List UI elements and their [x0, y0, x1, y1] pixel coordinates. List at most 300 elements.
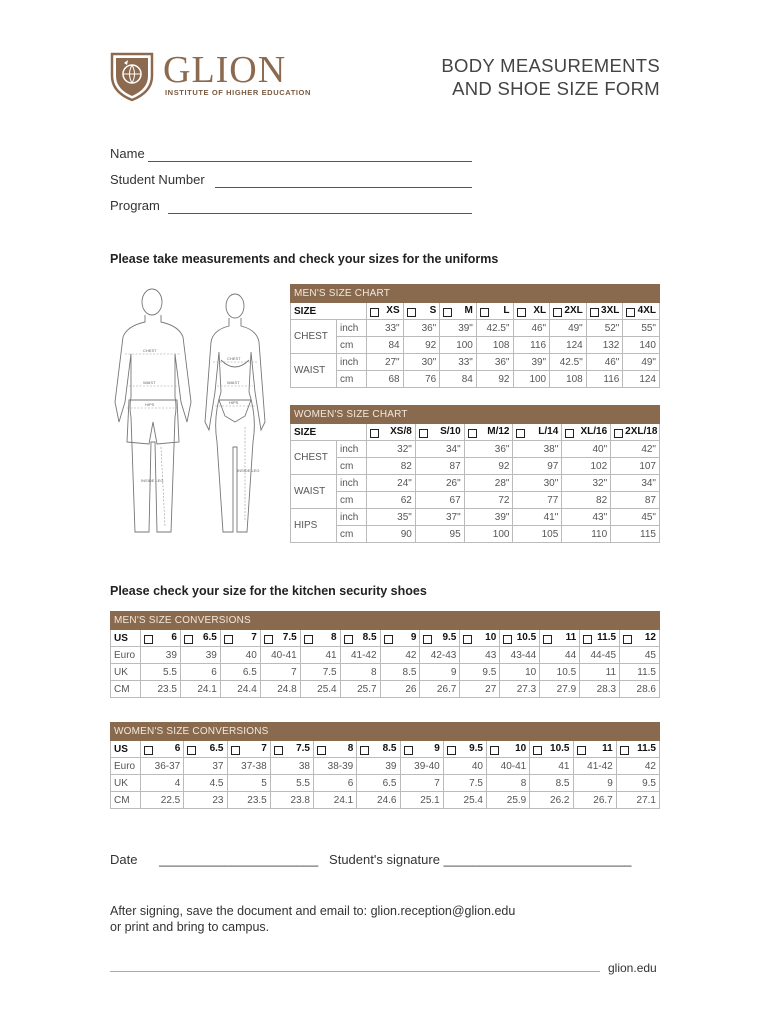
size-option-value: M/12: [487, 426, 510, 437]
cell-value: 23.5: [157, 683, 177, 695]
table-cell: [420, 664, 460, 681]
cell-value: 49": [568, 322, 583, 334]
table-cell: [586, 320, 623, 337]
form-title: [441, 54, 660, 100]
man-waist-label: WAIST: [143, 380, 156, 385]
table-cell: [513, 354, 550, 371]
cell-value: 124: [566, 339, 583, 351]
size-option[interactable]: [415, 424, 464, 441]
table-cell: [380, 647, 420, 664]
table-cell: [443, 758, 486, 775]
size-option[interactable]: [476, 303, 513, 320]
table-cell: [180, 664, 220, 681]
table-cell: [611, 526, 660, 543]
table-cell: [513, 492, 562, 509]
size-checkbox[interactable]: [404, 746, 413, 755]
logo-wordmark: GLION: [163, 49, 287, 91]
cell-value: 38-39: [327, 760, 354, 772]
shoe-size-option[interactable]: [300, 630, 340, 647]
table-cell: [573, 792, 616, 809]
cell-value: 37-38: [241, 760, 267, 772]
shoe-size-option-value: 8.5: [382, 743, 397, 754]
student-number-label: Student Number: [110, 172, 205, 187]
size-option-value: S: [429, 305, 437, 316]
size-option[interactable]: [403, 303, 440, 320]
table-cell: [562, 509, 611, 526]
table-cell: [623, 337, 660, 354]
size-option-value: XL: [533, 305, 547, 316]
size-checkbox[interactable]: [144, 635, 153, 644]
table-cell: [586, 354, 623, 371]
shoe-size-option-value: 6.5: [202, 632, 217, 643]
size-checkbox[interactable]: [443, 308, 452, 317]
cell-value: 11.5: [637, 666, 656, 678]
table-cell: [620, 647, 660, 664]
table-cell: [300, 681, 340, 698]
cell-value: 39-40: [414, 760, 440, 772]
size-option-value: 2XL: [564, 305, 583, 316]
size-checkbox[interactable]: [447, 746, 456, 755]
shoe-size-option[interactable]: [400, 741, 443, 758]
signature-line[interactable]: __________________________: [443, 852, 632, 867]
shoe-size-option[interactable]: [180, 630, 220, 647]
note-line-2: or print and bring to campus.: [110, 920, 270, 934]
size-checkbox[interactable]: [620, 746, 629, 755]
size-checkbox[interactable]: [463, 635, 472, 644]
table-cell: [141, 775, 184, 792]
cell-value: 10: [525, 666, 537, 678]
shield-icon: [110, 50, 154, 102]
table-cell: [616, 792, 659, 809]
unit-cm: cm: [337, 526, 367, 543]
cell-value: 6: [211, 666, 217, 678]
table-cell: [540, 664, 580, 681]
size-option[interactable]: [367, 303, 404, 320]
cell-value: 39: [205, 649, 217, 661]
cell-value: 72: [498, 494, 510, 506]
size-checkbox[interactable]: [407, 308, 416, 317]
cell-value: 6: [347, 777, 354, 789]
uk-label: UK: [111, 775, 141, 792]
shoe-size-option-value: 9.5: [469, 743, 483, 754]
shoe-size-option-value: 7.5: [282, 632, 297, 643]
table-cell: [357, 758, 400, 775]
cm-label: CM: [111, 681, 141, 698]
table-cell: [227, 758, 270, 775]
table-cell: [540, 647, 580, 664]
table-cell: [260, 647, 300, 664]
cell-value: 105: [541, 528, 559, 540]
shoe-size-option[interactable]: [420, 630, 460, 647]
size-checkbox[interactable]: [468, 429, 477, 438]
cell-value: 36": [494, 443, 510, 455]
footer-url[interactable]: glion.edu: [608, 961, 657, 975]
shoe-size-option-value: 8: [347, 743, 354, 754]
cell-value: 82: [596, 494, 608, 506]
womens-shoe-conversions: [110, 722, 660, 809]
cell-value: 82: [400, 460, 412, 472]
size-option[interactable]: [513, 303, 550, 320]
note-line-1: After signing, save the document and email to: glion.reception@glion.edu: [110, 904, 516, 918]
shoe-size-option-value: 10: [515, 743, 527, 754]
cell-value: 68: [388, 373, 400, 385]
cell-value: 7.5: [322, 666, 337, 678]
mens-waist-label: WAIST: [291, 354, 337, 388]
cell-value: 37": [445, 511, 461, 523]
cell-value: 22.5: [160, 794, 181, 806]
woman-chest-label: CHEST: [227, 356, 241, 361]
shoe-size-option[interactable]: [380, 630, 420, 647]
cell-value: 27.9: [556, 683, 577, 695]
table-cell: [357, 775, 400, 792]
cell-value: 6.5: [242, 666, 257, 678]
size-option-value: XS/8: [390, 426, 412, 437]
size-checkbox[interactable]: [553, 308, 562, 317]
size-checkbox[interactable]: [419, 429, 428, 438]
table-cell: [403, 354, 440, 371]
size-option-value: XL/16: [580, 426, 608, 437]
cell-value: 25.4: [317, 683, 337, 695]
womens-size-chart: [290, 405, 660, 543]
cell-value: 9: [607, 777, 613, 789]
size-option[interactable]: [464, 424, 513, 441]
shoe-size-option-value: 10: [485, 632, 497, 643]
cell-value: 84: [461, 373, 473, 385]
us-label: US: [111, 741, 141, 758]
table-cell: [357, 792, 400, 809]
cell-value: 39": [494, 511, 510, 523]
size-checkbox[interactable]: [384, 635, 393, 644]
size-checkbox[interactable]: [317, 746, 326, 755]
size-checkbox[interactable]: [360, 746, 369, 755]
cell-value: 36-37: [154, 760, 181, 772]
cell-value: 5.5: [296, 777, 310, 789]
cell-value: 97: [547, 460, 559, 472]
unit-inch: inch: [337, 509, 367, 526]
shoe-size-option[interactable]: [500, 630, 540, 647]
shoe-size-option-value: 7.5: [296, 743, 310, 754]
size-checkbox[interactable]: [533, 746, 542, 755]
size-checkbox[interactable]: [264, 635, 273, 644]
cell-value: 39": [531, 356, 547, 368]
size-option-value: L/14: [538, 426, 559, 437]
table-cell: [611, 509, 660, 526]
table-cell: [443, 775, 486, 792]
cell-value: 11: [605, 666, 617, 678]
table-cell: [573, 775, 616, 792]
size-checkbox[interactable]: [480, 308, 489, 317]
student-number-field[interactable]: [110, 172, 472, 190]
table-cell: [513, 509, 562, 526]
cell-value: 76: [425, 373, 437, 385]
cell-value: 30": [543, 477, 559, 489]
table-cell: [464, 509, 513, 526]
name-line[interactable]: [148, 161, 472, 162]
table-cell: [540, 681, 580, 698]
cell-value: 40-41: [271, 649, 297, 661]
table-cell: [367, 441, 416, 458]
size-checkbox[interactable]: [614, 429, 623, 438]
cell-value: 40": [592, 443, 608, 455]
table-cell: [380, 664, 420, 681]
cell-value: 27.3: [516, 683, 537, 695]
shoe-size-option[interactable]: [460, 630, 500, 647]
cell-value: 5: [261, 777, 267, 789]
womens-hips-label: HIPS: [291, 509, 337, 543]
cell-value: 23.8: [290, 794, 310, 806]
cell-value: 44: [565, 649, 577, 661]
size-checkbox[interactable]: [577, 746, 586, 755]
shoe-size-option-value: 10.5: [550, 743, 570, 754]
size-option[interactable]: [367, 424, 416, 441]
cell-value: 26: [405, 683, 417, 695]
size-checkbox[interactable]: [623, 635, 632, 644]
cell-value: 41-42: [587, 760, 613, 772]
form-title-line-1: BODY MEASUREMENTS: [441, 55, 660, 76]
table-cell: [180, 681, 220, 698]
table-cell: [487, 792, 530, 809]
shoe-size-option[interactable]: [340, 630, 380, 647]
size-checkbox[interactable]: [517, 308, 526, 317]
table-cell: [611, 441, 660, 458]
shoe-size-option[interactable]: [184, 741, 227, 758]
size-option[interactable]: [550, 303, 587, 320]
size-checkbox[interactable]: [516, 429, 525, 438]
cell-value: 4.5: [209, 777, 224, 789]
cell-value: 84: [388, 339, 400, 351]
table-cell: [562, 492, 611, 509]
size-checkbox[interactable]: [144, 746, 153, 755]
cell-value: 7.5: [469, 777, 483, 789]
table-cell: [513, 458, 562, 475]
table-cell: [500, 681, 540, 698]
cell-value: 41-42: [350, 649, 377, 661]
student-number-line[interactable]: [215, 187, 472, 188]
cell-value: 36": [421, 322, 437, 334]
shoe-size-option[interactable]: [270, 741, 313, 758]
woman-inside-leg-label: INSIDE LEG: [237, 468, 260, 473]
mens-chest-label: CHEST: [291, 320, 337, 354]
shoe-size-option-value: 8: [331, 632, 337, 643]
cell-value: 40: [245, 649, 257, 661]
glion-shield-logo: [110, 50, 154, 102]
body-figures: [105, 282, 285, 552]
table-cell: [220, 664, 260, 681]
shoe-size-option[interactable]: [620, 630, 660, 647]
size-checkbox[interactable]: [490, 746, 499, 755]
shoe-size-option[interactable]: [530, 741, 573, 758]
cell-value: 34": [445, 443, 461, 455]
size-checkbox[interactable]: [565, 429, 574, 438]
cell-value: 5.5: [163, 666, 177, 678]
table-cell: [573, 758, 616, 775]
table-cell: [580, 664, 620, 681]
table-cell: [141, 758, 184, 775]
shoe-size-option[interactable]: [616, 741, 659, 758]
size-option[interactable]: [611, 424, 660, 441]
date-line[interactable]: ______________________: [159, 852, 319, 867]
size-option-value: XS: [386, 305, 400, 316]
cell-value: 24.1: [197, 683, 217, 695]
size-option[interactable]: [440, 303, 477, 320]
shoe-size-option[interactable]: [487, 741, 530, 758]
shoe-size-option[interactable]: [443, 741, 486, 758]
cell-value: 39: [165, 649, 177, 661]
table-cell: [487, 758, 530, 775]
table-cell: [513, 371, 550, 388]
man-chest-label: CHEST: [143, 348, 157, 353]
cell-value: 55": [641, 322, 656, 334]
logo-subtitle: INSTITUTE OF HIGHER EDUCATION: [165, 88, 312, 97]
table-cell: [562, 475, 611, 492]
cell-value: 37: [212, 760, 224, 772]
mens-size-label: SIZE: [291, 303, 367, 320]
shoe-size-option[interactable]: [141, 630, 181, 647]
size-checkbox[interactable]: [224, 635, 233, 644]
cell-value: 24": [397, 477, 412, 489]
table-cell: [415, 526, 464, 543]
cell-value: 43": [592, 511, 608, 523]
cell-value: 67: [449, 494, 461, 506]
cell-value: 33": [384, 322, 400, 334]
table-cell: [403, 337, 440, 354]
cell-value: 28": [494, 477, 510, 489]
table-cell: [367, 458, 416, 475]
table-cell: [400, 758, 443, 775]
size-checkbox[interactable]: [423, 635, 432, 644]
form-title-line-2: AND SHOE SIZE FORM: [452, 78, 660, 99]
size-checkbox[interactable]: [583, 635, 592, 644]
cell-value: 34": [641, 477, 656, 489]
shoe-size-option-value: 10.5: [516, 632, 537, 643]
size-checkbox[interactable]: [187, 746, 196, 755]
woman-waist-label: WAIST: [227, 380, 240, 385]
size-option[interactable]: [513, 424, 562, 441]
table-cell: [400, 775, 443, 792]
size-option-value: S/10: [440, 426, 461, 437]
shoe-size-option[interactable]: [580, 630, 620, 647]
table-cell: [586, 337, 623, 354]
size-checkbox[interactable]: [304, 635, 313, 644]
cell-value: 24.4: [237, 683, 257, 695]
cell-value: 110: [591, 528, 608, 540]
cell-value: 33": [458, 356, 473, 368]
table-cell: [270, 758, 313, 775]
shoe-size-option[interactable]: [573, 741, 616, 758]
size-checkbox[interactable]: [274, 746, 283, 755]
euro-label: Euro: [111, 647, 141, 664]
table-cell: [227, 775, 270, 792]
date-signature-row: [110, 852, 632, 867]
table-cell: [420, 647, 460, 664]
shoe-size-option-value: 9.5: [442, 632, 457, 643]
table-cell: [220, 681, 260, 698]
womens-size-chart-band: WOMEN'S SIZE CHART: [291, 406, 660, 424]
mens-shoe-band: MEN'S SIZE CONVERSIONS: [111, 612, 660, 630]
program-line[interactable]: [168, 213, 472, 214]
size-checkbox[interactable]: [626, 308, 635, 317]
table-cell: [550, 337, 587, 354]
shoe-size-option[interactable]: [227, 741, 270, 758]
woman-hips-label: HIPS: [229, 400, 239, 405]
shoe-size-option-value: 9: [410, 632, 417, 643]
table-cell: [184, 758, 227, 775]
cell-value: 7: [291, 666, 297, 678]
shoe-size-option-value: 6: [171, 632, 177, 643]
size-checkbox[interactable]: [590, 308, 599, 317]
shoe-size-option[interactable]: [220, 630, 260, 647]
cell-value: 116: [603, 373, 620, 385]
table-cell: [270, 792, 313, 809]
table-cell: [440, 337, 477, 354]
cell-value: 43: [485, 649, 497, 661]
table-cell: [500, 647, 540, 664]
shoe-size-option[interactable]: [540, 630, 580, 647]
table-cell: [460, 664, 500, 681]
shoe-size-option[interactable]: [141, 741, 184, 758]
cell-value: 24.8: [277, 683, 297, 695]
cell-value: 42": [641, 443, 656, 455]
size-option[interactable]: [586, 303, 623, 320]
table-cell: [415, 475, 464, 492]
cell-value: 41": [543, 511, 559, 523]
table-cell: [420, 681, 460, 698]
size-option[interactable]: [623, 303, 660, 320]
table-cell: [562, 458, 611, 475]
shoe-size-option-value: 7: [261, 743, 267, 754]
size-checkbox[interactable]: [370, 429, 379, 438]
cell-value: 132: [602, 339, 620, 351]
program-label: Program: [110, 198, 160, 213]
shoe-size-option-value: 12: [644, 632, 656, 643]
euro-label: Euro: [111, 758, 141, 775]
unit-inch: inch: [337, 354, 367, 371]
cell-value: 42: [644, 760, 656, 772]
table-cell: [623, 371, 660, 388]
table-cell: [620, 664, 660, 681]
shoe-size-option[interactable]: [260, 630, 300, 647]
size-checkbox[interactable]: [370, 308, 379, 317]
table-cell: [616, 758, 659, 775]
size-checkbox[interactable]: [231, 746, 240, 755]
table-cell: [460, 647, 500, 664]
table-cell: [464, 492, 513, 509]
cell-value: 140: [639, 339, 656, 351]
shoe-size-option[interactable]: [314, 741, 357, 758]
cell-value: 8.5: [402, 666, 417, 678]
man-hips-label: HIPS: [145, 402, 155, 407]
size-checkbox[interactable]: [184, 635, 193, 644]
table-cell: [620, 681, 660, 698]
cell-value: 30": [421, 356, 437, 368]
table-cell: [611, 475, 660, 492]
womens-size-label: SIZE: [291, 424, 367, 441]
cell-value: 87: [644, 494, 656, 506]
cell-value: 62: [400, 494, 412, 506]
size-checkbox[interactable]: [344, 635, 353, 644]
table-cell: [141, 681, 181, 698]
size-checkbox[interactable]: [543, 635, 552, 644]
cell-value: 32": [397, 443, 412, 455]
name-field[interactable]: [110, 146, 472, 164]
shoe-size-option[interactable]: [357, 741, 400, 758]
unit-cm: cm: [337, 492, 367, 509]
cell-value: 7: [434, 777, 440, 789]
size-checkbox[interactable]: [503, 635, 512, 644]
shoes-heading: Please check your size for the kitchen security shoes: [110, 584, 427, 598]
program-field[interactable]: [110, 198, 472, 216]
size-option[interactable]: [562, 424, 611, 441]
